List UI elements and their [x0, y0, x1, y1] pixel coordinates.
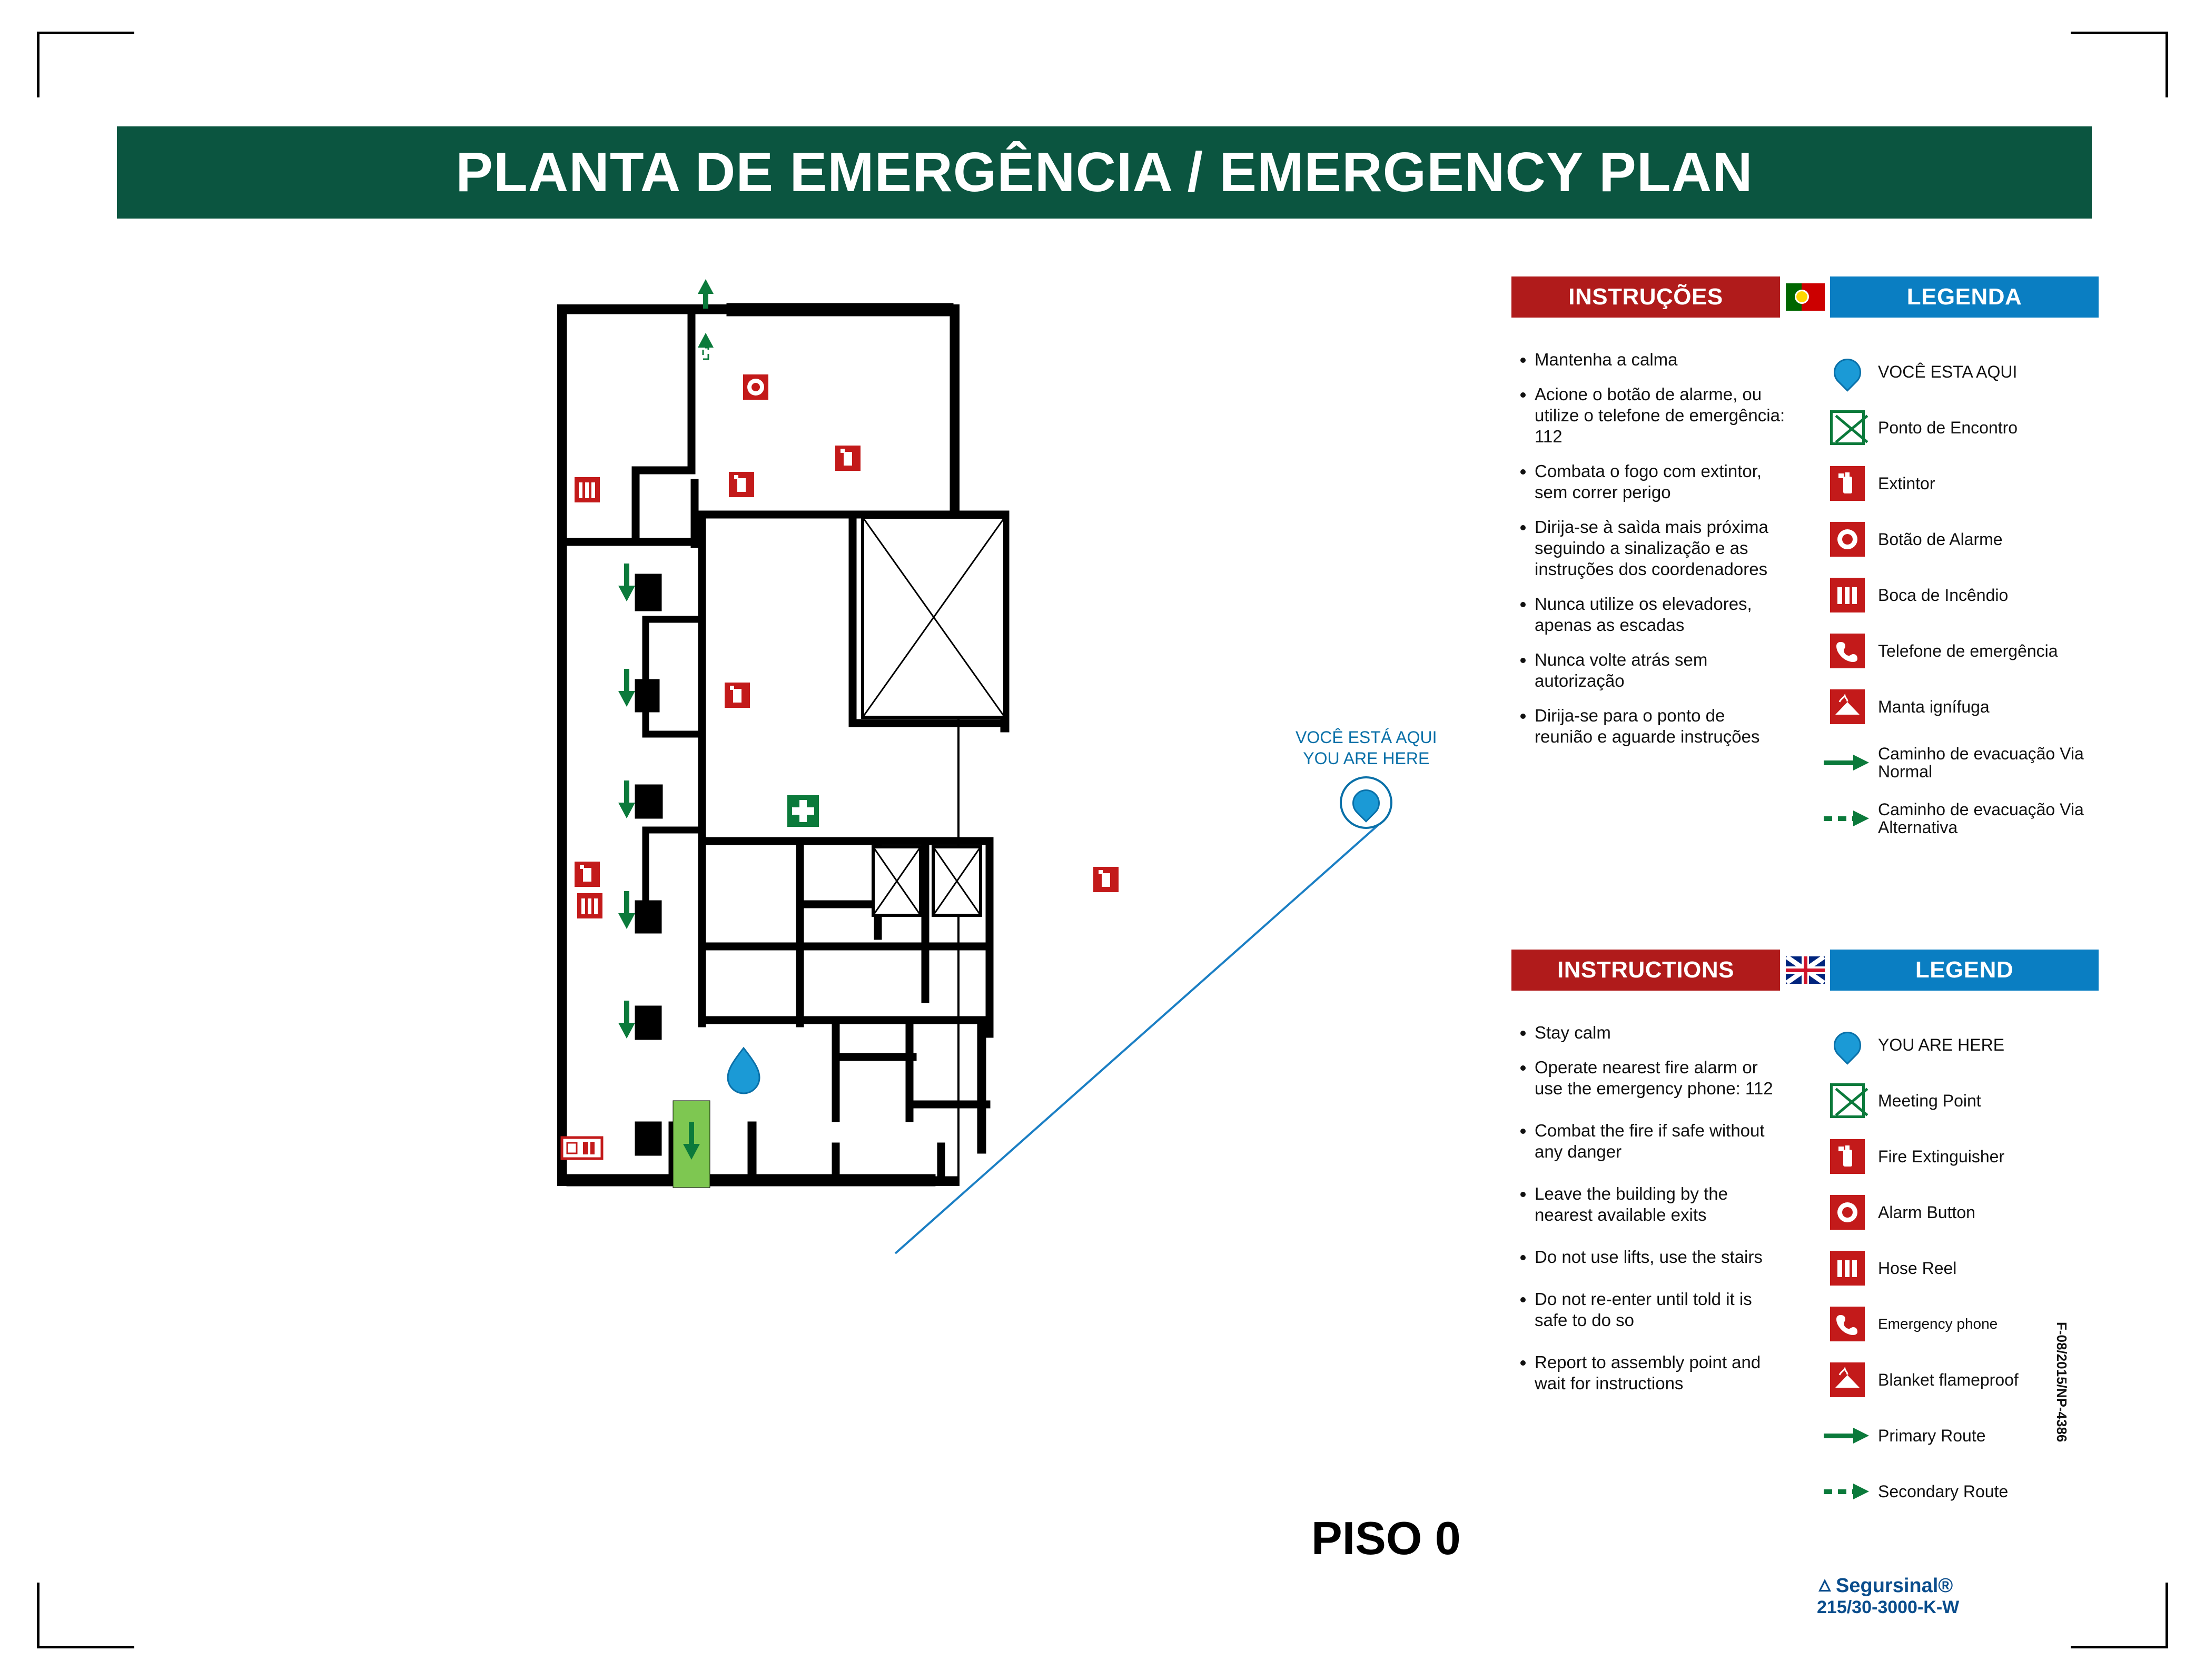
- fire-extinguisher-icon: [1822, 466, 1873, 501]
- list-item: • Do not use lifts, use the stairs: [1535, 1247, 1785, 1268]
- list-item: • Dirija-se para o ponto de reunião e aguarde instruções: [1535, 705, 1785, 747]
- fire-blanket-icon: [1822, 1362, 1873, 1397]
- pt-instructions-list: [1511, 349, 1785, 761]
- water-drop-icon: [1351, 784, 1381, 821]
- en-instructions-header: INSTRUCTIONS: [1511, 950, 1780, 991]
- legend-label: Meeting Point: [1878, 1091, 1981, 1110]
- meeting-point-icon: [1822, 1083, 1873, 1118]
- arrow-dashed-icon: [1822, 809, 1873, 827]
- list-item: • Mantenha a calma: [1535, 349, 1785, 370]
- arrow-dashed-icon: [1822, 1483, 1873, 1500]
- en-header-row: [1511, 950, 2099, 991]
- legend-label: Botão de Alarme: [1878, 530, 2003, 549]
- legend-item-emergency-phone: [1822, 1296, 2107, 1352]
- emergency-phone-icon: [1822, 1307, 1873, 1341]
- legend-label: VOCÊ ESTA AQUI: [1878, 362, 2018, 381]
- legend-item-alarm-button: [1822, 1184, 2107, 1240]
- crop-mark-top-left: [37, 32, 134, 97]
- legend-item-fire-extinguisher: [1822, 456, 2107, 511]
- legend-item-you-are-here: [1822, 1017, 2107, 1073]
- pt-instructions-header: INSTRUÇÕES: [1511, 276, 1780, 318]
- hose-reel-icon: [1822, 578, 1873, 612]
- water-drop-icon: [1822, 1026, 1873, 1063]
- list-item: • Combata o fogo com extintor, sem correr perigo: [1535, 461, 1785, 503]
- legend-item-fire-blanket: [1822, 1352, 2107, 1408]
- legend-label: Caminho de evacuação Via Normal: [1878, 744, 2084, 781]
- page-title-banner: [117, 126, 2092, 219]
- flag-united-kingdom-icon: [1784, 950, 1827, 991]
- legend-label: Fire Extinguisher: [1878, 1147, 2005, 1166]
- legend-label: YOU ARE HERE: [1878, 1035, 2005, 1054]
- en-legend-list: [1822, 1017, 2107, 1519]
- legend-item-secondary-route: [1822, 1464, 2107, 1519]
- legend-item-alarm-button: [1822, 511, 2107, 567]
- legend-item-secondary-route: [1822, 790, 2107, 846]
- meeting-point-icon: [1822, 410, 1873, 445]
- list-item: • Nunca volte atrás sem autorização: [1535, 649, 1785, 691]
- hose-reel-icon: [1822, 1251, 1873, 1286]
- list-item: • Combat the fire if safe without any danger: [1535, 1120, 1785, 1162]
- crop-mark-top-right: [2071, 32, 2168, 97]
- water-drop-icon: [1822, 353, 1873, 390]
- legend-item-meeting-point: [1822, 1073, 2107, 1129]
- legend-label: Emergency phone: [1878, 1316, 1998, 1332]
- legend-label: Telefone de emergência: [1878, 641, 2058, 660]
- fire-blanket-icon: [1822, 689, 1873, 724]
- flag-portugal-icon: [1784, 276, 1827, 318]
- legend-item-fire-blanket: [1822, 679, 2107, 735]
- first-aid-icon-on-plan: [787, 795, 819, 827]
- list-item: • Dirija-se à saìda mais próxima seguindo a sinalização e as instruções dos coordenadores: [1535, 517, 1785, 580]
- floor-label: PISO 0: [1311, 1512, 1461, 1564]
- fire-extinguisher-icon: [1822, 1139, 1873, 1174]
- legend-item-primary-route: [1822, 1408, 2107, 1464]
- brand-name-row: [1817, 1575, 1959, 1597]
- brand-code: 215/30-3000-K-W: [1817, 1597, 1960, 1617]
- floor-plan-drawing: [537, 279, 1180, 1377]
- legend-item-meeting-point: [1822, 400, 2107, 456]
- en-legend-header: LEGEND: [1830, 950, 2099, 991]
- document-reference-code: F-08/2015/NP-4386: [2054, 1322, 2070, 1442]
- pt-legend-list: [1822, 344, 2107, 846]
- legend-label: Alarm Button: [1878, 1203, 1975, 1222]
- pt-legend-header: LEGENDA: [1830, 276, 2099, 318]
- legend-label: Secondary Route: [1878, 1482, 2009, 1501]
- legend-label: Primary Route: [1878, 1426, 1986, 1445]
- list-item: • Leave the building by the nearest available exits: [1535, 1183, 1785, 1226]
- legend-label: Hose Reel: [1878, 1259, 1957, 1278]
- list-item: • Stay calm: [1535, 1022, 1785, 1043]
- pt-header-row: [1511, 276, 2099, 318]
- brand-name: Segursinal®: [1836, 1575, 1953, 1597]
- arrow-solid-icon: [1822, 1427, 1873, 1445]
- list-item: • Acione o botão de alarme, ou utilize o telefone de emergência: 112: [1535, 384, 1785, 447]
- legend-item-fire-extinguisher: [1822, 1129, 2107, 1184]
- legend-item-you-are-here: [1822, 344, 2107, 400]
- legend-and-instructions-panel: [1511, 276, 2104, 1612]
- brand-mark: [1817, 1575, 1959, 1618]
- legend-item-primary-route: [1822, 735, 2107, 790]
- alarm-button-icon: [1822, 1195, 1873, 1230]
- list-item: • Do not re-enter until told it is safe to do so: [1535, 1289, 1785, 1331]
- list-item: • Report to assembly point and wait for instructions: [1535, 1352, 1785, 1394]
- callout-line-en: YOU ARE HERE: [1303, 749, 1430, 768]
- en-instructions-list: [1511, 1022, 1785, 1408]
- emergency-phone-icon: [1822, 634, 1873, 668]
- legend-label: Extintor: [1878, 474, 1935, 493]
- callout-line-pt: VOCÊ ESTÁ AQUI: [1296, 728, 1437, 747]
- legend-label: Caminho de evacuação Via Alternativa: [1878, 800, 2084, 837]
- arrow-solid-icon: [1822, 754, 1873, 772]
- alarm-button-icon: [1822, 522, 1873, 557]
- legend-label: Blanket flameproof: [1878, 1370, 2019, 1389]
- list-item: • Operate nearest fire alarm or use the emergency phone: 112: [1535, 1057, 1785, 1099]
- legend-label: Ponto de Encontro: [1878, 418, 2018, 437]
- legend-label: Manta ignífuga: [1878, 697, 1990, 716]
- legend-label: Boca de Incêndio: [1878, 586, 2009, 605]
- list-item: • Nunca utilize os elevadores, apenas as escadas: [1535, 594, 1785, 636]
- legend-item-emergency-phone: [1822, 623, 2107, 679]
- segursinal-logo-icon: [1817, 1576, 1833, 1592]
- legend-item-hose-reel: [1822, 1240, 2107, 1296]
- legend-item-hose-reel: [1822, 567, 2107, 623]
- page-title: PLANTA DE EMERGÊNCIA / EMERGENCY PLAN: [456, 141, 1753, 203]
- you-are-here-callout: [1296, 727, 1437, 829]
- crop-mark-bottom-left: [37, 1583, 134, 1648]
- you-are-here-marker: [1340, 776, 1392, 829]
